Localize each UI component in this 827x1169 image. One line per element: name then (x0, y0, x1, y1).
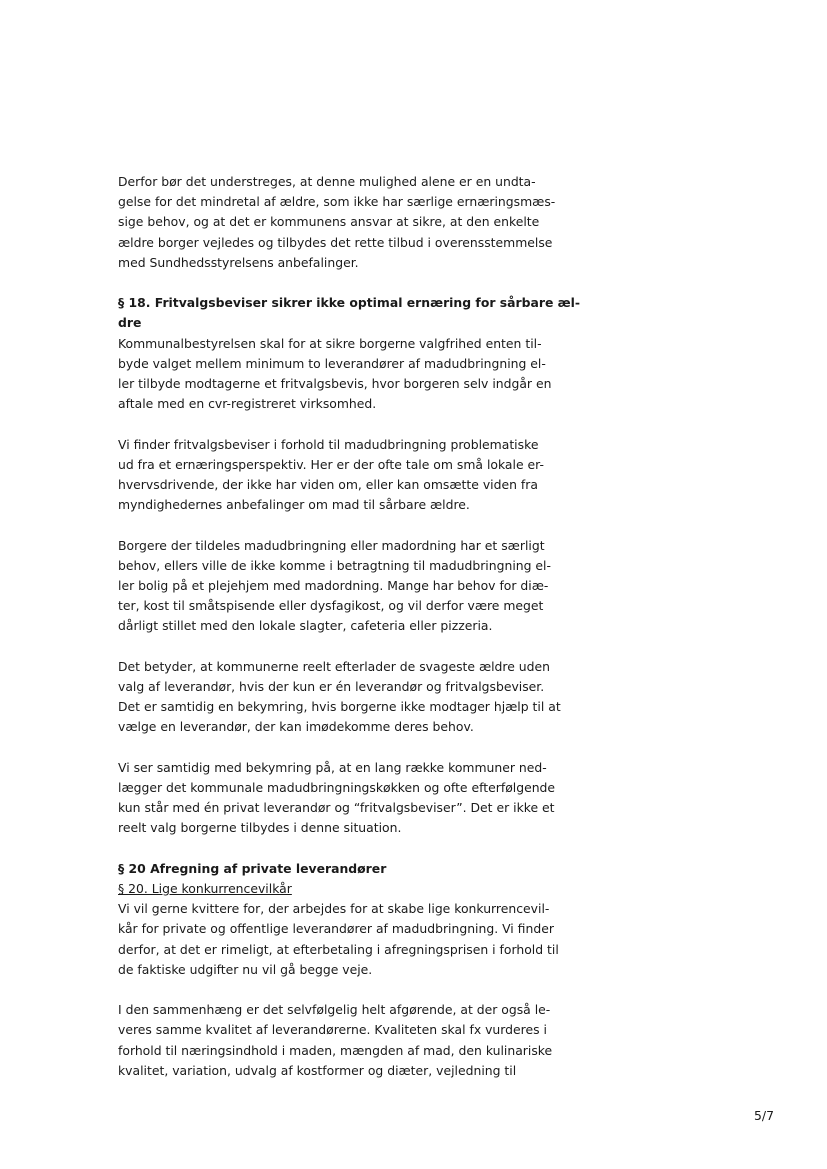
text-line: kun står med én privat leverandør og “fritvalgsbeviser”. Det er ikke et (118, 800, 555, 816)
text-line: myndighedernes anbefalinger om mad til sårbare ældre. (118, 497, 470, 513)
section-heading: § 18. Fritvalgsbeviser sikrer ikke optimal ernæring for sårbare æl- (118, 295, 581, 311)
text-line: kvalitet, variation, udvalg af kostformer og diæter, vejledning til (118, 1062, 517, 1078)
text-line: gelse for det mindretal af ældre, som ikke har særlige ernæringsmæs- (118, 194, 556, 210)
text-line: kår for private og offentlige leverandører af madudbringning. Vi finder (118, 921, 554, 937)
section-subheading: § 20. Lige konkurrencevilkår (118, 881, 292, 897)
text-line: veres samme kvalitet af leverandørerne. Kvaliteten skal fx vurderes i (118, 1022, 547, 1038)
text-line: Kommunalbestyrelsen skal for at sikre borgerne valgfrihed enten til- (118, 335, 542, 351)
text-line: Vi vil gerne kvittere for, der arbejdes for at skabe lige konkurrencevil- (118, 901, 550, 917)
text-line: valg af leverandør, hvis der kun er én leverandør og fritvalgsbeviser. (118, 679, 545, 695)
paragraph (118, 536, 558, 637)
text-line: byde valget mellem minimum to leverandører af madudbringning el- (118, 355, 546, 371)
text-line: sige behov, og at det er kommunens ansvar at sikre, at den enkelte (118, 214, 540, 230)
text-line: behov, ellers ville de ikke komme i betragtning til madudbringning el- (118, 557, 551, 573)
text-line: Borgere der tildeles madudbringning eller madordning har et særligt (118, 537, 545, 553)
section-20 (118, 859, 558, 980)
text-line: I den sammenhæng er det selvfølgelig helt afgørende, at der også le- (118, 1002, 551, 1018)
text-line: ud fra et ernæringsperspektiv. Her er der ofte tale om små lokale er- (118, 456, 544, 472)
paragraph (118, 758, 558, 839)
text-line: Derfor bør det understreges, at denne mulighed alene er en undta- (118, 174, 536, 189)
section-heading: § 20 Afregning af private leverandører (118, 860, 387, 876)
paragraph-intro (118, 172, 558, 273)
text-line: Det er samtidig en bekymring, hvis borgerne ikke modtager hjælp til at (118, 699, 561, 715)
paragraph (118, 657, 561, 738)
text-line: Det betyder, at kommunerne reelt efterlader de svageste ældre uden (118, 658, 550, 674)
page-number: 5/7 (754, 1108, 774, 1123)
text-line: derfor, at det er rimeligt, at efterbetaling i afregningsprisen i forhold til (118, 941, 559, 957)
text-line: de faktiske udgifter nu vil gå begge veje. (118, 961, 373, 977)
section-heading: dre (118, 315, 142, 331)
paragraph (118, 435, 558, 516)
text-line: forhold til næringsindhold i maden, mængden af mad, den kulinariske (118, 1042, 553, 1058)
text-line: med Sundhedsstyrelsens anbefalinger. (118, 254, 359, 270)
text-line: dårligt stillet med den lokale slagter, cafeteria eller pizzeria. (118, 618, 493, 634)
text-line: Vi finder fritvalgsbeviser i forhold til madudbringning problematiske (118, 436, 539, 452)
body-text (118, 172, 581, 1081)
section-18 (118, 293, 581, 414)
text-line: aftale med en cvr-registreret virksomhed. (118, 396, 377, 412)
text-line: ter, kost til småtspisende eller dysfagikost, og vil derfor være meget (118, 598, 544, 614)
text-line: ler bolig på et plejehjem med madordning. Mange har behov for diæ- (118, 578, 549, 594)
text-line: reelt valg borgerne tilbydes i denne situation. (118, 820, 402, 836)
text-line: lægger det kommunale madudbringningskøkken og ofte efterfølgende (118, 780, 556, 796)
text-line: vælge en leverandør, der kan imødekomme deres behov. (118, 719, 474, 735)
text-line: hvervsdrivende, der ikke har viden om, eller kan omsætte viden fra (118, 477, 538, 493)
text-line: ler tilbyde modtagerne et fritvalgsbevis, hvor borgeren selv indgår en (118, 376, 552, 392)
text-line: ældre borger vejledes og tilbydes det rette tilbud i overensstemmelse (118, 234, 553, 250)
paragraph (118, 1000, 558, 1081)
text-line: Vi ser samtidig med bekymring på, at en lang række kommuner ned- (118, 759, 547, 775)
